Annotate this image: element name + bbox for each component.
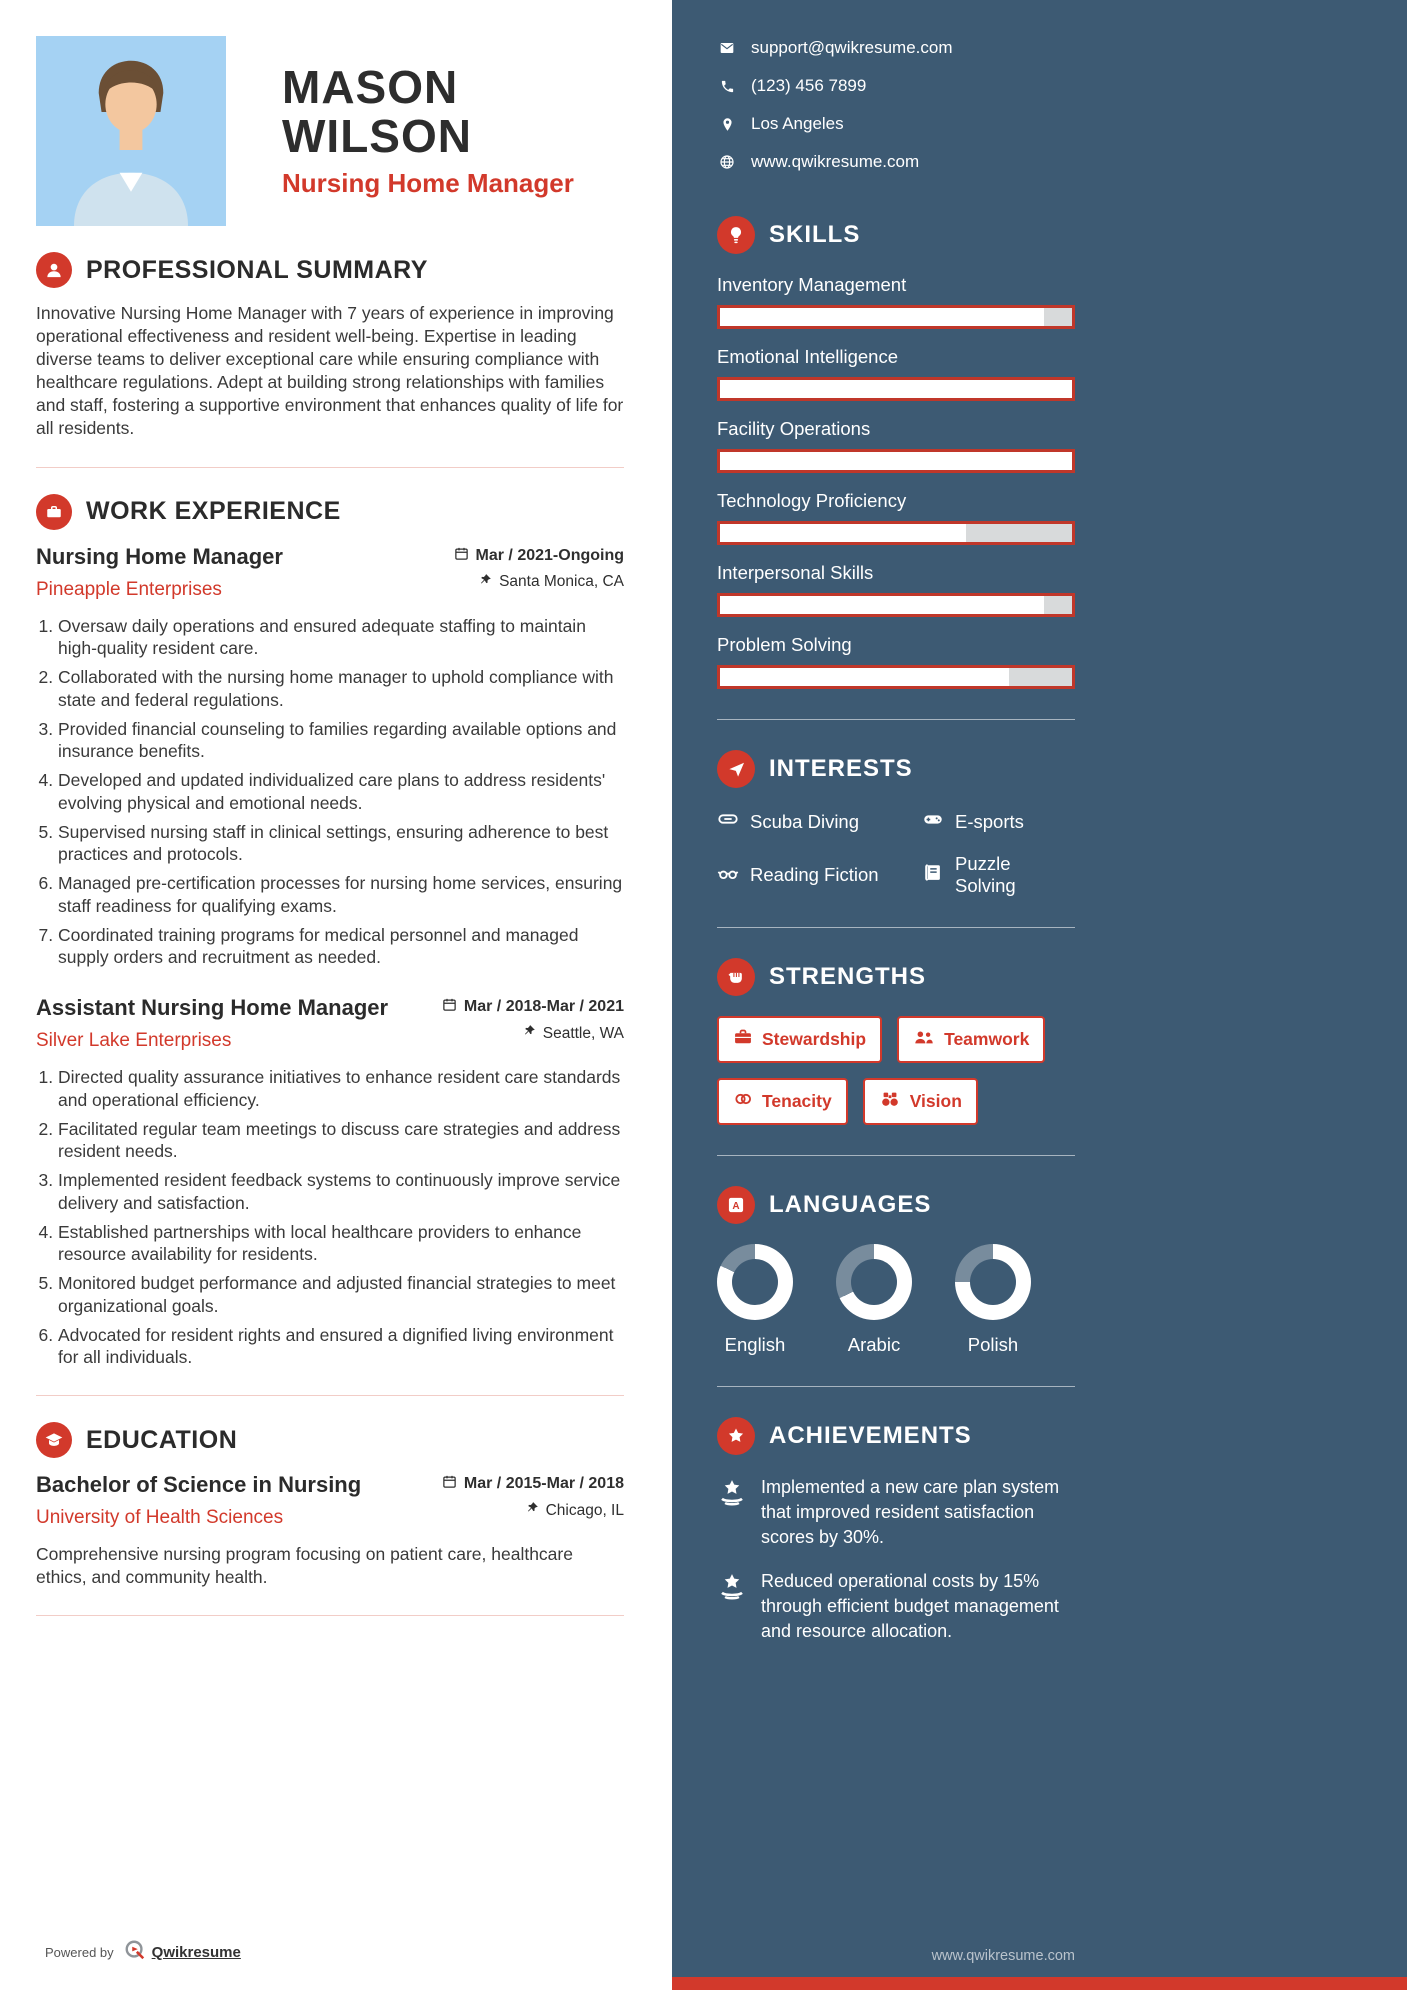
- person-title: Nursing Home Manager: [282, 167, 574, 198]
- skill-item: [717, 346, 1075, 401]
- divider: [36, 1395, 624, 1396]
- language-label: Polish: [967, 1334, 1019, 1355]
- job-location-row: [478, 573, 624, 592]
- pin-icon: [522, 1024, 536, 1043]
- skill-label: Interpersonal Skills: [717, 562, 874, 583]
- divider: [717, 1386, 1075, 1387]
- education-dates: Mar / 2015-Mar / 2018: [463, 1475, 624, 1493]
- bullet-item: 6. Managed pre-certification processes for nursing home services, ensuring staff readiness for qualifying exams.: [58, 872, 624, 918]
- strengths-heading: STRENGTHS: [769, 963, 927, 990]
- skill-bar: [717, 449, 1075, 473]
- bullet-item: 3. Implemented resident feedback systems to continuously improve service delivery and satisfaction.: [58, 1169, 624, 1215]
- skills-heading: SKILLS: [769, 221, 861, 248]
- summary-text: Innovative Nursing Home Manager with 7 years of experience in improving operational effectiveness and resident well-being. Expertise in leading diverse teams to deliver exceptional care while ensuring compliance with healthcare regulations. Adept at building strong relationships with families and staff, fostering a supportive environment that enhances quality of life for all residents.: [36, 303, 624, 439]
- strength-label: Vision: [909, 1091, 962, 1111]
- skill-bar-fill: [720, 380, 1072, 398]
- skill-bar-fill: [720, 452, 1072, 470]
- profile-photo: [36, 36, 226, 226]
- language-item: [836, 1244, 912, 1356]
- pin-icon: [525, 1501, 539, 1520]
- bullet-item: 4. Established partnerships with local healthcare providers to enhance resource availability for residents.: [58, 1221, 624, 1267]
- bullet-item: 7. Coordinated training programs for medical personnel and managed supply orders and recruitment as needed.: [58, 924, 624, 970]
- skill-bar: [717, 593, 1075, 617]
- work-heading: WORK EXPERIENCE: [86, 497, 341, 526]
- skill-label: Facility Operations: [717, 418, 871, 439]
- divider: [717, 1155, 1075, 1156]
- skill-bar-fill: [720, 596, 1044, 614]
- donut-hole: [970, 1259, 1016, 1305]
- skill-item: [717, 634, 1075, 689]
- education-dates-row: [442, 1474, 624, 1494]
- location-pin-icon: [717, 117, 737, 132]
- donut-hole: [732, 1259, 778, 1305]
- skills-section-heading: [717, 216, 1075, 254]
- phone-text: (123) 456 7899: [751, 76, 867, 95]
- star-icon: [717, 1417, 755, 1455]
- education-description: Comprehensive nursing program focusing on patient care, healthcare ethics, and community health.: [36, 1544, 573, 1588]
- divider: [36, 467, 624, 468]
- language-item: [955, 1244, 1031, 1356]
- rope-icon: [733, 1089, 753, 1114]
- language-donut: [955, 1244, 1031, 1320]
- pin-icon: [478, 573, 492, 592]
- calendar-icon: [442, 997, 457, 1017]
- language-donut: [717, 1244, 793, 1320]
- contact-location: [717, 114, 1075, 134]
- website-text: www.qwikresume.com: [751, 152, 920, 171]
- contact-email[interactable]: [717, 38, 1075, 58]
- job-header: [36, 995, 624, 1052]
- job-bullets: [36, 615, 624, 970]
- contact-website[interactable]: [717, 152, 1075, 172]
- education-heading: EDUCATION: [86, 1425, 238, 1454]
- achievement-item: [717, 1569, 1075, 1643]
- skill-bar: [717, 521, 1075, 545]
- sidebar: [672, 0, 1407, 1990]
- degree: Bachelor of Science in Nursing: [36, 1472, 362, 1498]
- email-text: support@qwikresume.com: [751, 38, 953, 57]
- job-dates-row: [454, 546, 624, 566]
- education-location: Chicago, IL: [545, 1501, 624, 1519]
- sidebar-content: [717, 38, 1075, 1644]
- person-icon: [36, 252, 72, 288]
- fist-icon: [717, 958, 755, 996]
- name-block: [282, 63, 624, 199]
- strength-label: Teamwork: [944, 1029, 1030, 1049]
- lightbulb-icon: [717, 216, 755, 254]
- skill-label: Emotional Intelligence: [717, 346, 898, 367]
- team-icon: [913, 1026, 935, 1053]
- location-text: Los Angeles: [751, 114, 844, 133]
- skill-bar: [717, 305, 1075, 329]
- glasses-icon: [717, 862, 739, 889]
- strength-badge: [897, 1016, 1045, 1063]
- interests-section-heading: [717, 750, 1075, 788]
- education-header: [36, 1472, 624, 1529]
- skill-bar: [717, 665, 1075, 689]
- languages-heading: LANGUAGES: [769, 1191, 932, 1218]
- languages-list: [717, 1244, 1075, 1356]
- divider: [717, 927, 1075, 928]
- bullet-item: 2. Collaborated with the nursing home manager to uphold compliance with state and federal regulations.: [58, 666, 624, 712]
- job-meta: [442, 995, 624, 1043]
- qwikresume-logo-link[interactable]: [124, 1939, 241, 1966]
- skill-label: Inventory Management: [717, 274, 907, 295]
- interest-label: Scuba Diving: [750, 810, 860, 832]
- qwikresume-logo-icon: [124, 1939, 146, 1966]
- sidebar-footer-website[interactable]: www.qwikresume.com: [931, 1948, 1075, 1964]
- translate-icon: [717, 1186, 755, 1224]
- job-title-block: [36, 544, 283, 601]
- book-icon: [922, 862, 944, 889]
- skill-bar-fill: [720, 308, 1044, 326]
- graduation-cap-icon: [36, 1422, 72, 1458]
- bullet-item: 6. Advocated for resident rights and ensured a dignified living environment for all individuals.: [58, 1324, 624, 1370]
- strength-badge: [863, 1078, 978, 1125]
- skill-label: Problem Solving: [717, 634, 852, 655]
- game-controller-icon: [922, 808, 944, 835]
- languages-section-heading: [717, 1186, 1075, 1224]
- summary-heading: PROFESSIONAL SUMMARY: [86, 255, 428, 284]
- language-donut: [836, 1244, 912, 1320]
- job-title: Nursing Home Manager: [36, 543, 283, 569]
- job-title-block: [36, 995, 388, 1052]
- powered-by-footer: [45, 1939, 241, 1966]
- phone-icon: [717, 79, 737, 94]
- person-name: MASON WILSON: [282, 61, 472, 162]
- avatar: [36, 36, 226, 226]
- language-item: [717, 1244, 793, 1356]
- bullet-item: 2. Facilitated regular team meetings to discuss care strategies and address resident needs.: [58, 1118, 624, 1164]
- strength-label: Tenacity: [762, 1091, 832, 1111]
- qwikresume-brand: Qwikresume: [151, 1944, 241, 1961]
- envelope-icon: [717, 40, 737, 56]
- achievement-item: [717, 1475, 1075, 1549]
- strengths-section-heading: [717, 958, 1075, 996]
- bullet-item: 5. Monitored budget performance and adjusted financial strategies to meet organizational goals.: [58, 1272, 624, 1318]
- strength-badge: [717, 1078, 848, 1125]
- job-dates: Mar / 2021-Ongoing: [475, 546, 624, 564]
- job-company: Pineapple Enterprises: [36, 578, 222, 600]
- bullet-item: 1. Oversaw daily operations and ensured adequate staffing to maintain high-quality resident care.: [58, 615, 624, 661]
- skill-label: Technology Proficiency: [717, 490, 907, 511]
- interest-item: [717, 853, 922, 897]
- skill-bar: [717, 377, 1075, 401]
- skill-bar-fill: [720, 668, 1009, 686]
- interest-item: [717, 808, 922, 835]
- language-label: Arabic: [847, 1334, 901, 1355]
- powered-by-label: Powered by: [45, 1945, 114, 1960]
- school: University of Health Sciences: [36, 1507, 284, 1529]
- interest-label: Puzzle Solving: [955, 853, 1016, 896]
- divider: [36, 1615, 624, 1616]
- bullet-item: 3. Provided financial counseling to families regarding available options and insurance benefits.: [58, 718, 624, 764]
- bullet-item: 1. Directed quality assurance initiatives to enhance resident care standards and operational efficiency.: [58, 1066, 624, 1112]
- skill-item: [717, 418, 1075, 473]
- header: [36, 36, 624, 226]
- job-title: Assistant Nursing Home Manager: [36, 995, 389, 1021]
- main-column: [0, 0, 672, 1990]
- interest-item: [922, 808, 1075, 835]
- bottom-accent-strip: [672, 1977, 1407, 1990]
- job-meta: [454, 544, 624, 592]
- skill-bar-fill: [720, 524, 966, 542]
- skill-item: [717, 490, 1075, 545]
- scuba-mask-icon: [717, 808, 739, 835]
- work-section-heading: [36, 494, 624, 530]
- job-dates-row: [442, 997, 624, 1017]
- divider: [717, 719, 1075, 720]
- interest-label: Reading Fiction: [750, 864, 879, 885]
- briefcase-icon: [733, 1027, 753, 1052]
- job-location: Seattle, WA: [542, 1024, 624, 1042]
- svg-text:A: A: [732, 1200, 740, 1212]
- skill-item: [717, 562, 1075, 617]
- bullet-item: 5. Supervised nursing staff in clinical settings, ensuring adherence to best practices and protocols.: [58, 821, 624, 867]
- strengths-list: [717, 1016, 1075, 1125]
- language-label: English: [724, 1334, 786, 1355]
- hand-star-icon: [717, 1477, 747, 1512]
- binoculars-icon: [879, 1088, 901, 1115]
- interests-list: [717, 808, 1075, 897]
- job-dates: Mar / 2018-Mar / 2021: [463, 998, 624, 1016]
- bullet-item: 4. Developed and updated individualized care plans to address residents' evolving physical and emotional needs.: [58, 769, 624, 815]
- interests-heading: INTERESTS: [769, 755, 913, 782]
- achievement-text: Reduced operational costs by 15% through efficient budget management and resource allocation.: [761, 1571, 1059, 1642]
- strength-badge: [717, 1016, 882, 1063]
- strength-label: Stewardship: [762, 1029, 867, 1049]
- achievements-section-heading: [717, 1417, 1075, 1455]
- paper-plane-icon: [717, 750, 755, 788]
- job-header: [36, 544, 624, 601]
- education-location-row: [525, 1501, 624, 1520]
- donut-hole: [851, 1259, 897, 1305]
- skill-item: [717, 274, 1075, 329]
- education-title-block: [36, 1472, 361, 1529]
- interest-label: E-sports: [955, 810, 1024, 832]
- job-location-row: [522, 1024, 624, 1043]
- job-location: Santa Monica, CA: [499, 573, 624, 591]
- job-bullets: [36, 1066, 624, 1369]
- education-section-heading: [36, 1422, 624, 1458]
- education-meta: [442, 1472, 624, 1520]
- achievement-text: Implemented a new care plan system that improved resident satisfaction scores by 30%.: [761, 1477, 1060, 1547]
- calendar-icon: [454, 546, 469, 566]
- achievements-heading: ACHIEVEMENTS: [769, 1422, 972, 1449]
- calendar-icon: [442, 1474, 457, 1494]
- globe-icon: [717, 154, 737, 170]
- contact-phone[interactable]: [717, 76, 1075, 96]
- briefcase-icon: [36, 494, 72, 530]
- interest-item: [922, 853, 1075, 897]
- job-company: Silver Lake Enterprises: [36, 1030, 232, 1052]
- summary-section-heading: [36, 252, 624, 288]
- hand-star-icon: [717, 1571, 747, 1606]
